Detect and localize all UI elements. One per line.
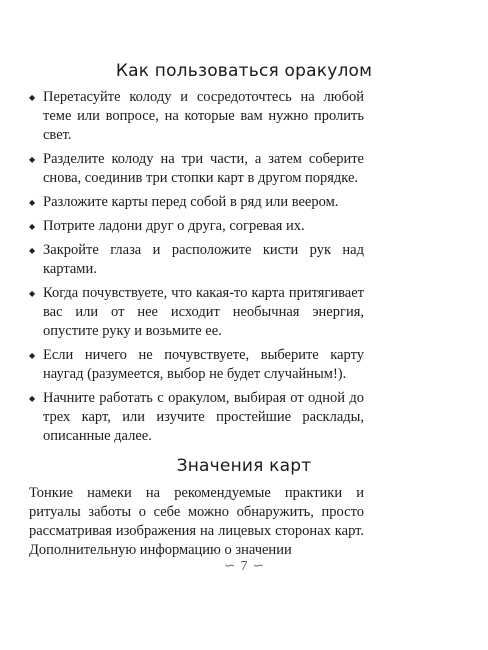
list-item: ◆ Закройте глаза и расположите кисти рук над картами. <box>29 241 364 279</box>
page-number: 7 <box>240 559 248 574</box>
ornament-left-icon: ∽ <box>223 559 236 574</box>
list-item: ◆ Разделите колоду на три части, а затем соберите снова, соединив три стопки карт в другом порядке. <box>29 150 364 188</box>
list-item: ◆ Когда почувствуете, что какая-то карта притягивает вас или от нее исходит необычная энергия, опустите руку и возьмите ее. <box>29 284 364 341</box>
ornament-right-icon: ∽ <box>252 559 265 574</box>
steps-list <box>29 88 364 451</box>
list-item: ◆ Если ничего не почувствуете, выберите карту наугад (разумеется, выбор не будет случайным!). <box>29 346 364 384</box>
list-item: ◆ Потрите ладони друг о друга, согревая их. <box>29 217 364 236</box>
list-item: ◆ Перетасуйте колоду и сосредоточтесь на любой теме или вопросе, на которые вам нужно пролить свет. <box>29 88 364 145</box>
list-item: ◆ Разложите карты перед собой в ряд или веером. <box>29 193 364 212</box>
heading-card-meanings: Значения карт <box>176 456 312 476</box>
page-number-footer <box>0 558 488 575</box>
list-item: ◆ Начните работать с оракулом, выбирая от одной до трех карт, или изучите простейшие расклады, описанные далее. <box>29 389 364 446</box>
meanings-paragraph: Тонкие намеки на рекомендуемые практики и ритуалы заботы о себе можно обнаружить, просто рассматривая изображения на лицевых сторонах карт. Дополнительную информацию о значении <box>29 485 364 558</box>
heading-how-to-use: Как пользоваться оракулом <box>115 61 373 81</box>
